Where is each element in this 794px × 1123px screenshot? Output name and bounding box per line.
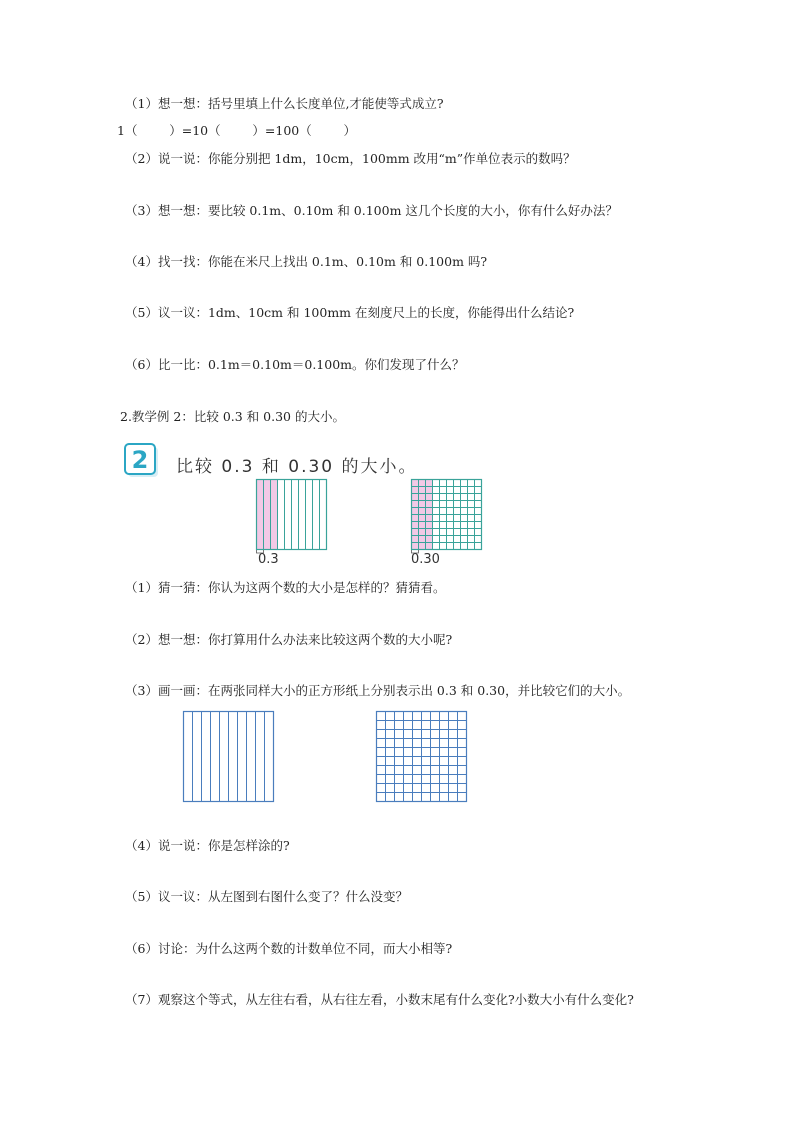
- example-number-badge: [124, 443, 160, 479]
- unit-equation: 1（ ）=10（ ）=100（ ）: [117, 123, 357, 138]
- question-2: （2）说一说：你能分别把 1dm，10cm，100mm 改用“m”作单位表示的数吗？: [125, 151, 576, 166]
- question-draw: （3）画一画：在两张同样大小的正方形纸上分别表示出 0.3 和 0.30，并比较它们的大小。: [125, 683, 631, 698]
- question-discussion: （6）讨论：为什么这两个数的计数单位不同，而大小相等?: [125, 941, 453, 956]
- question-1: （1）想一想：括号里填上什么长度单位,才能使等式成立?: [125, 96, 444, 111]
- question-explain: （4）说一说：你是怎样涂的?: [125, 838, 290, 853]
- question-guess: （1）猜一猜：你认为这两个数的大小是怎样的？猜猜看。: [125, 580, 446, 595]
- question-6: （6）比一比：0.1m＝0.10m＝0.100m。你们发现了什么？: [125, 357, 465, 372]
- question-think: （2）想一想：你打算用什么办法来比较这两个数的大小呢?: [125, 632, 453, 647]
- badge-number: 2: [131, 446, 149, 474]
- question-5: （5）议一议：1dm、10cm 和 100mm 在刻度尺上的长度，你能得出什么结论?: [125, 305, 575, 320]
- example-title: 比较 0.3 和 0.30 的大小。: [176, 457, 418, 477]
- label-0-30: 0.30: [411, 552, 440, 567]
- tenths-strip-figure: [256, 479, 328, 551]
- label-0-3: 0.3: [258, 552, 279, 567]
- question-3: （3）想一想：要比较 0.1m、0.10m 和 0.100m 这几个长度的大小，你有什么好办法？: [125, 203, 618, 218]
- blank-hundredths-grid: [376, 711, 468, 803]
- blank-tenths-strip: [183, 711, 275, 803]
- shaded-region: [257, 480, 278, 550]
- example-2-heading: 2.教学例 2：比较 0.3 和 0.30 的大小。: [120, 409, 345, 424]
- question-4: （4）找一找：你能在米尺上找出 0.1m、0.10m 和 0.100m 吗?: [125, 254, 488, 269]
- question-discuss-change: （5）议一议：从左图到右图什么变了？什么没变？: [125, 889, 408, 904]
- question-observe: （7）观察这个等式，从左往右看，从右往左看，小数末尾有什么变化?小数大小有什么变化?: [125, 992, 634, 1007]
- hundredths-grid-figure: [411, 479, 483, 551]
